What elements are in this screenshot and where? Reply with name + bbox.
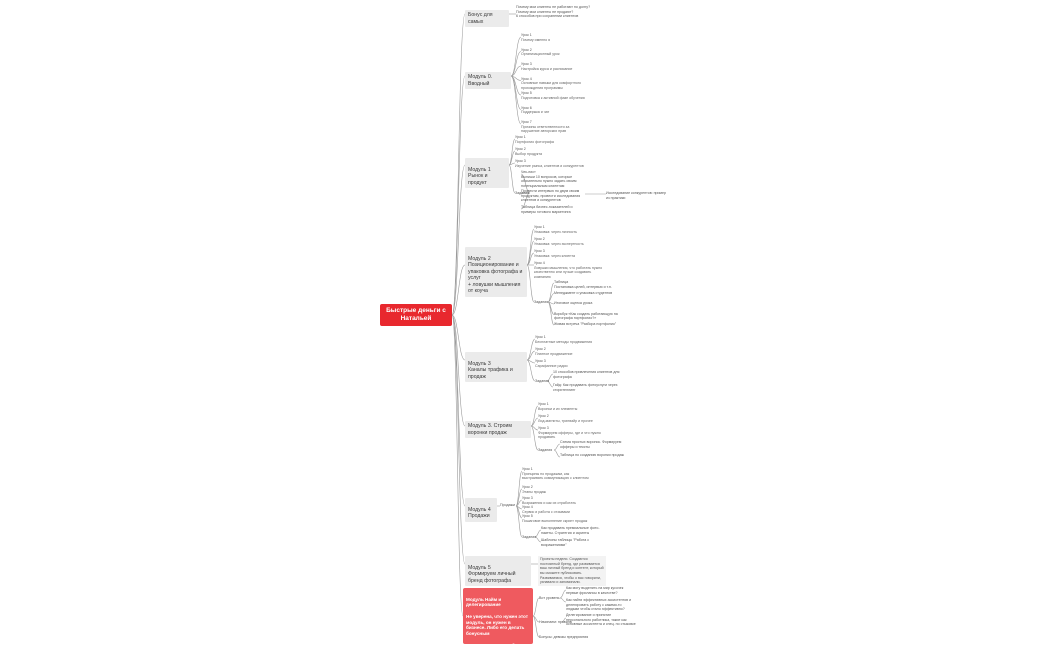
connector <box>452 315 465 506</box>
lesson-title: Воронки и их элементы <box>538 406 578 411</box>
task-text: Как могу выделить на мир кусочек первые фрилансы в качестве? <box>566 586 624 595</box>
task-item <box>521 170 581 189</box>
module-4[interactable] <box>465 498 497 522</box>
lesson-title: Изучение рынка, клиентов и конкурентов <box>515 163 584 168</box>
task-text: Гайд: Как продавать фотоуслуги через сторителлинг <box>553 383 618 392</box>
task-text: Таблица Постановка целей, интервью и т.п. <box>554 280 612 289</box>
lesson-title: Возражения и как их отработать <box>522 500 576 505</box>
lesson-number: Урок 4 <box>522 505 533 509</box>
connector <box>509 165 515 193</box>
task-note <box>606 191 668 200</box>
module-2-title: Модуль 2 Позиционирование и упаковка фотографа и услуг + ловушки мышления от коуча <box>468 255 523 294</box>
task-text: Шаблоны таблицы "Работа с возражениями" <box>541 538 590 547</box>
module-4-sub <box>500 503 515 507</box>
lesson-item <box>521 106 549 115</box>
module-5-title: Модуль 5 Формируем личный бренд фотографа <box>468 564 516 584</box>
lesson-number: Урок 1 <box>515 135 526 139</box>
lesson-item <box>521 77 583 91</box>
task-item <box>554 291 626 296</box>
lesson-number: Урок 2 <box>515 147 526 151</box>
task-text: 10 способов привлечения клиентов для фотографа <box>553 370 620 379</box>
lesson-title: Упаковка: через личность <box>534 229 577 234</box>
lesson-number: Урок 1 <box>535 335 546 339</box>
lesson-number: Урок 2 <box>538 414 549 418</box>
lesson-item <box>538 414 593 423</box>
task-item <box>554 280 624 289</box>
module-1[interactable] <box>465 158 509 188</box>
lesson-title: Упаковка: через экспертность <box>534 241 584 246</box>
lesson-item <box>538 402 577 411</box>
task-text: Живая встреча "Разбора портфолио" <box>554 322 617 326</box>
lesson-item <box>515 147 542 156</box>
lesson-number: Урок 2 <box>522 485 533 489</box>
homework-label: Задания <box>535 379 550 383</box>
lesson-item <box>515 159 584 168</box>
lesson-item <box>521 33 550 42</box>
root-node[interactable] <box>380 304 452 326</box>
task-item <box>553 370 623 379</box>
group-item <box>566 613 636 627</box>
lesson-number: Урок 7 <box>521 120 532 124</box>
lesson-title: Подготовка к активной фазе обучения <box>521 95 585 100</box>
connector <box>533 598 539 616</box>
module-5-text: Проекты недели. Создаются постоянный бренд, где развивается ваш личный бренд и контент, который вы сможете публиковать. Развиваемся, чтобы о вас говорили, узнавали и запоминали. <box>540 557 604 585</box>
task-item <box>541 538 611 547</box>
lesson-number: Урок 2 <box>535 347 546 351</box>
lesson-number: Урок 3 <box>535 359 546 363</box>
lesson-title: Пошаговое выполнение скрипт продаж <box>522 518 588 523</box>
bonus-item: Почему мои клиенты не работают по долгу? <box>516 5 591 9</box>
task-text: Исследование конкурентов: пример из практики <box>606 191 667 200</box>
group-item <box>566 598 632 612</box>
lesson-number: Урок 3 <box>522 496 533 500</box>
group-label: Начинаем: правила <box>539 620 572 624</box>
lesson-number: Урок 1 <box>538 402 549 406</box>
lesson-title: Причины ответственности за нарушение авторских прав <box>521 124 570 134</box>
connector <box>452 76 465 315</box>
lesson-item <box>515 135 554 144</box>
task-text: Менеджмент и упаковка студентов <box>554 290 613 295</box>
module-hiring[interactable] <box>463 588 533 654</box>
homework-label: Задания <box>515 191 530 195</box>
lesson-title: Ловушки мышления, что работать нужно качественно или лучше создавать компанию <box>534 265 603 280</box>
task-text: Провести интервью по двум своим продуктам, провести исследования клиентов и конкурентов <box>521 189 581 203</box>
task-text: Схема простых воронок. Формируем офферы и тексты <box>560 440 622 449</box>
lesson-title: Портфолио фотографа <box>515 139 554 144</box>
bonus-item: 6 способов при сохранении клиентов <box>516 14 579 19</box>
task-item <box>560 440 632 449</box>
bonus-item: Почему мои клиенты не продают? <box>516 9 574 14</box>
task-item <box>521 189 583 203</box>
task-item <box>554 301 624 306</box>
homework-label: Задания <box>534 300 549 304</box>
module-3-title: Модуль 3 Каналы трафика и продаж <box>468 360 513 380</box>
lesson-number: Урок 6 <box>521 105 532 110</box>
group-label: Бонусы: девизы предприятия <box>539 635 589 639</box>
lesson-title: Основные навыки для комфортного прохождения программы <box>521 81 582 90</box>
module-3b-title: Модуль 3. Строим воронки продаж <box>468 423 512 436</box>
lesson-item <box>522 514 588 523</box>
module-4-sub-label: Продажи <box>500 503 516 507</box>
module-0[interactable] <box>465 72 511 89</box>
lesson-number: Урок 4 <box>534 261 545 265</box>
lesson-title: Упаковка: через клиента <box>534 253 575 258</box>
connector <box>531 406 538 426</box>
module-bonus-title: Бонус для самых <box>468 12 493 25</box>
module-bonus[interactable] <box>465 10 509 27</box>
lesson-item <box>535 359 568 368</box>
group-label: Вот уровень <box>539 596 560 600</box>
module-1-title: Модуль 1 Рынок и продукт <box>468 166 491 186</box>
lesson-item <box>534 237 584 246</box>
lesson-number: Урок 2 <box>521 47 532 52</box>
task-item <box>521 205 587 214</box>
lesson-number: Урок 3 <box>521 62 532 66</box>
lesson-title: Организационный урок <box>521 52 560 57</box>
task-item <box>553 383 625 392</box>
lesson-item <box>521 91 585 100</box>
connector <box>452 315 463 616</box>
lesson-title: Бесплатные методы продвижения <box>535 339 593 344</box>
task-text: Воркбук «Как создать работающую на фотографа портфолио?» <box>554 311 618 321</box>
lesson-number: Урок 1 <box>534 225 545 229</box>
task-text: Чек-лист Выпиши 10 вопросов, которые обязательно нужно задать своим потенциальным клиентам <box>521 170 577 189</box>
homework-label: Задания <box>538 448 553 452</box>
lesson-item <box>534 261 608 280</box>
module-3b[interactable] <box>465 421 531 438</box>
module-2[interactable] <box>465 247 527 297</box>
lesson-number: Урок 4 <box>521 76 532 81</box>
lesson-title: Платное продвижение <box>535 351 573 356</box>
group-item <box>566 586 628 595</box>
connector <box>527 265 534 302</box>
lesson-title: Лид-магниты, трипвайр и прочее <box>538 418 593 423</box>
bonus-items <box>516 5 590 19</box>
task-text: Как найти эффективных ассистентов и делегировать работу с какими-то людьми чтобы стало эффективно? <box>566 598 632 612</box>
connector <box>452 14 465 315</box>
task-item <box>560 453 634 458</box>
lesson-number: Урок 1 <box>522 467 533 471</box>
lesson-item <box>522 496 576 505</box>
task-item <box>554 322 628 327</box>
lesson-item <box>522 467 590 481</box>
lesson-number: Урок 2 <box>534 237 545 241</box>
lesson-number: Урок 3 <box>538 426 549 430</box>
lesson-item <box>522 505 570 514</box>
module-5[interactable] <box>465 556 531 586</box>
lesson-title: Сервис и работа с отзывами <box>522 509 570 514</box>
task-item <box>541 526 611 535</box>
connector <box>511 76 521 110</box>
module-5-item <box>538 556 606 586</box>
lesson-item <box>534 249 575 258</box>
task-text: Итоговое оценка урока <box>554 301 593 305</box>
lesson-title: Сарафанное радио <box>535 363 568 368</box>
task-text: Как продавать премиальные фото-пакеты. Стратегия и скрипты <box>541 526 600 535</box>
module-hiring-title: Модуль Найм и делегирование Не уверена, что нужен этот модуль, он нужен в бизнесе. Либо его делать бонусным Может нам усилить бизнес уровнем от Натальи??? <box>466 596 528 654</box>
task-text: Таблица бизнес-показателей и примеры готового маркетинга <box>521 205 573 214</box>
lesson-number: Урок 1 <box>521 33 532 37</box>
lesson-title: Почему именно я <box>521 37 551 42</box>
task-item <box>554 312 626 321</box>
lesson-title: Поддержка и чат <box>521 110 550 115</box>
lesson-item <box>534 225 577 234</box>
task-text: Делегирование и принятие персонального работника, такие как основные ассистента и спец. по стыковке <box>566 613 636 627</box>
connector <box>527 339 535 360</box>
lesson-item <box>521 62 572 71</box>
lesson-item <box>522 485 546 494</box>
connector <box>527 360 535 363</box>
lesson-number: Урок 3 <box>515 159 526 163</box>
task-text: Таблица по созданию воронки продаж <box>560 453 624 457</box>
module-4-title: Модуль 4 Продажи <box>468 506 491 519</box>
lesson-item <box>535 335 592 344</box>
lesson-title: Настройка курса и расписание <box>521 66 573 71</box>
lesson-number: Урок 3 <box>534 249 545 253</box>
lesson-item <box>538 426 610 440</box>
lesson-item <box>521 48 560 57</box>
lesson-item <box>521 120 583 134</box>
module-0-title: Модуль 0. Вводный <box>468 74 493 87</box>
lesson-title: Этапы продаж <box>522 489 547 494</box>
root-title: Быстрые деньги с Натальей <box>386 306 446 322</box>
lesson-title: Выбор продукта <box>515 151 543 156</box>
lesson-item <box>535 347 573 356</box>
module-3[interactable] <box>465 352 527 382</box>
lesson-number: Урок 5 <box>522 514 533 518</box>
lesson-number: Урок 5 <box>521 91 532 95</box>
connector <box>511 37 521 76</box>
lesson-title: Принципы по продажам, как выстраивать коммуникацию с клиентом <box>522 471 589 481</box>
homework-label: Задания <box>522 535 537 539</box>
lesson-title: Формируем офферы, где и что нужно продавать <box>538 430 601 440</box>
connector <box>511 76 521 124</box>
